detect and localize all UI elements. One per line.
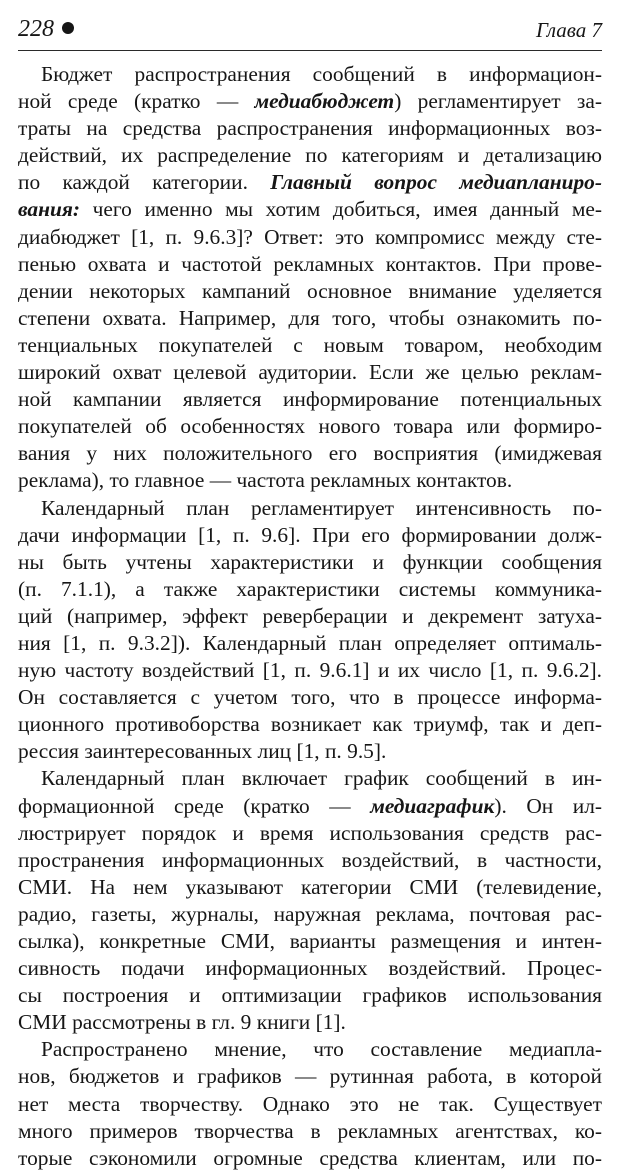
- text-line: [18, 820, 602, 847]
- text-line: [18, 765, 602, 792]
- text-line: [18, 657, 602, 684]
- chapter-label: Глава 7: [536, 18, 602, 42]
- bullet-dot-icon: [62, 22, 74, 34]
- paragraph: [18, 61, 602, 495]
- text-run: Календарный план регламентирует интенсивность по-: [41, 495, 602, 520]
- text-run: пенью охвата и частотой рекламных контактов. При прове-: [18, 251, 602, 276]
- page-header: [18, 14, 602, 51]
- text-line: [18, 982, 602, 1009]
- text-line: [18, 1009, 602, 1036]
- text-run: сивность подачи информационных воздействий. Процес-: [18, 956, 602, 981]
- paragraph: [18, 1036, 602, 1171]
- text-line: [18, 115, 602, 142]
- text-line: [18, 874, 602, 901]
- text-run: торые сэкономили огромные средства клиентам, или по-: [18, 1145, 602, 1170]
- text-line: [18, 549, 602, 576]
- text-line: [18, 251, 602, 278]
- emphasized-term: медиаграфик: [370, 793, 495, 818]
- text-run: много примеров творчества в рекламных агентствах, ко-: [18, 1118, 602, 1143]
- text-run: ную частоту воздействий [1, п. 9.6.1] и их число [1, п. 9.6.2].: [18, 658, 602, 683]
- paragraph: [18, 495, 602, 766]
- text-line: [18, 738, 602, 765]
- text-line: [18, 928, 602, 955]
- text-line: [18, 522, 602, 549]
- text-line: [18, 847, 602, 874]
- text-line: [18, 305, 602, 332]
- text-line: [18, 61, 602, 88]
- text-run: формационной среде (кратко —: [18, 793, 371, 818]
- paragraph: [18, 765, 602, 1036]
- text-line: [18, 142, 602, 169]
- text-run: степени охвата. Например, для того, чтобы ознакомить по-: [18, 305, 602, 330]
- text-run: широкий охват целевой аудитории. Если же целью реклам-: [18, 360, 602, 385]
- text-line: [18, 1118, 602, 1145]
- text-run: Бюджет распространения сообщений в информацион-: [41, 62, 602, 86]
- text-run: дении некоторых кампаний основное внимание уделяется: [18, 278, 602, 303]
- text-line: [18, 413, 602, 440]
- text-run: дачи информации [1, п. 9.6]. При его формировании долж-: [18, 522, 602, 547]
- text-line: [18, 793, 602, 820]
- text-run: радио, газеты, журналы, наружная реклама, почтовая рас-: [18, 901, 602, 926]
- text-line: [18, 1063, 602, 1090]
- text-run: нов, бюджетов и графиков — рутинная работа, в которой: [18, 1064, 602, 1089]
- text-run: ционного противоборства возникает как триумф, так и деп-: [18, 712, 602, 737]
- text-run: чего именно мы хотим добиться, имея данный ме-: [80, 197, 602, 222]
- text-line: [18, 88, 602, 115]
- emphasized-term: медиабюджет: [254, 89, 395, 114]
- text-line: [18, 332, 602, 359]
- text-run: (п. 7.1.1), а также характеристики системы коммуника-: [18, 576, 602, 601]
- text-run: СМИ рассмотрены в гл. 9 книги [1].: [18, 1010, 346, 1035]
- body-text: [18, 61, 602, 1172]
- text-line: [18, 495, 602, 522]
- text-line: [18, 359, 602, 386]
- text-line: [18, 467, 602, 494]
- page-number: 228: [18, 16, 74, 43]
- text-line: [18, 440, 602, 467]
- text-line: [18, 224, 602, 251]
- text-line: [18, 1145, 602, 1172]
- text-run: тенциальных покупателей с новым товаром, необходим: [18, 332, 602, 357]
- text-run: Распространено мнение, что составление медиапла-: [41, 1037, 602, 1062]
- text-run: пространения информационных воздействий, в частности,: [18, 847, 602, 872]
- text-run: ны быть учтены характеристики и функции сообщения: [18, 549, 602, 574]
- text-run: вания у них положительного его восприятия (имиджевая: [18, 441, 602, 466]
- text-run: ций (например, эффект реверберации и декремент затуха-: [18, 603, 602, 628]
- text-run: действий, их распределение по категориям и детализацию: [18, 143, 602, 168]
- text-run: по каждой категории.: [18, 170, 271, 195]
- text-line: [18, 711, 602, 738]
- text-line: [18, 1036, 602, 1063]
- emphasized-term: вания:: [18, 197, 81, 222]
- text-line: [18, 684, 602, 711]
- text-run: Он составляется с учетом того, что в процессе информа-: [18, 685, 602, 710]
- text-line: [18, 278, 602, 305]
- text-line: [18, 386, 602, 413]
- text-run: Календарный план включает график сообщений в ин-: [41, 766, 602, 791]
- text-line: [18, 576, 602, 603]
- text-run: сы построения и оптимизации графиков использования: [18, 983, 602, 1008]
- text-line: [18, 901, 602, 928]
- text-line: [18, 196, 602, 223]
- text-run: реклама), то главное — частота рекламных контактов.: [18, 468, 513, 493]
- text-run: сылка), конкретные СМИ, варианты размещения и интен-: [18, 929, 602, 953]
- text-run: диабюджет [1, п. 9.6.3]? Ответ: это компромисс между сте-: [18, 224, 602, 249]
- text-line: [18, 955, 602, 982]
- text-line: [18, 169, 602, 196]
- text-run: ной кампании является информирование потенциальных: [18, 387, 602, 412]
- text-run: ) регламентирует за-: [394, 89, 602, 114]
- text-run: люстрирует порядок и время использования средств рас-: [18, 820, 602, 845]
- text-line: [18, 1091, 602, 1118]
- text-run: нет места творчеству. Однако это не так. Существует: [18, 1091, 602, 1116]
- text-line: [18, 630, 602, 657]
- emphasized-term: Главный вопрос медиапланиро-: [270, 170, 602, 195]
- text-line: [18, 603, 602, 630]
- text-run: ния [1, п. 9.3.2]). Календарный план определяет оптималь-: [18, 630, 602, 655]
- text-run: покупателей об особенностях нового товара или формиро-: [18, 414, 602, 439]
- text-run: ной среде (кратко —: [18, 89, 255, 114]
- text-run: рессия заинтересованных лиц [1, п. 9.5].: [18, 739, 387, 764]
- text-run: ). Он ил-: [494, 793, 602, 818]
- text-run: траты на средства распространения информационных воз-: [18, 116, 602, 141]
- text-run: СМИ. На нем указывают категории СМИ (телевидение,: [18, 874, 602, 899]
